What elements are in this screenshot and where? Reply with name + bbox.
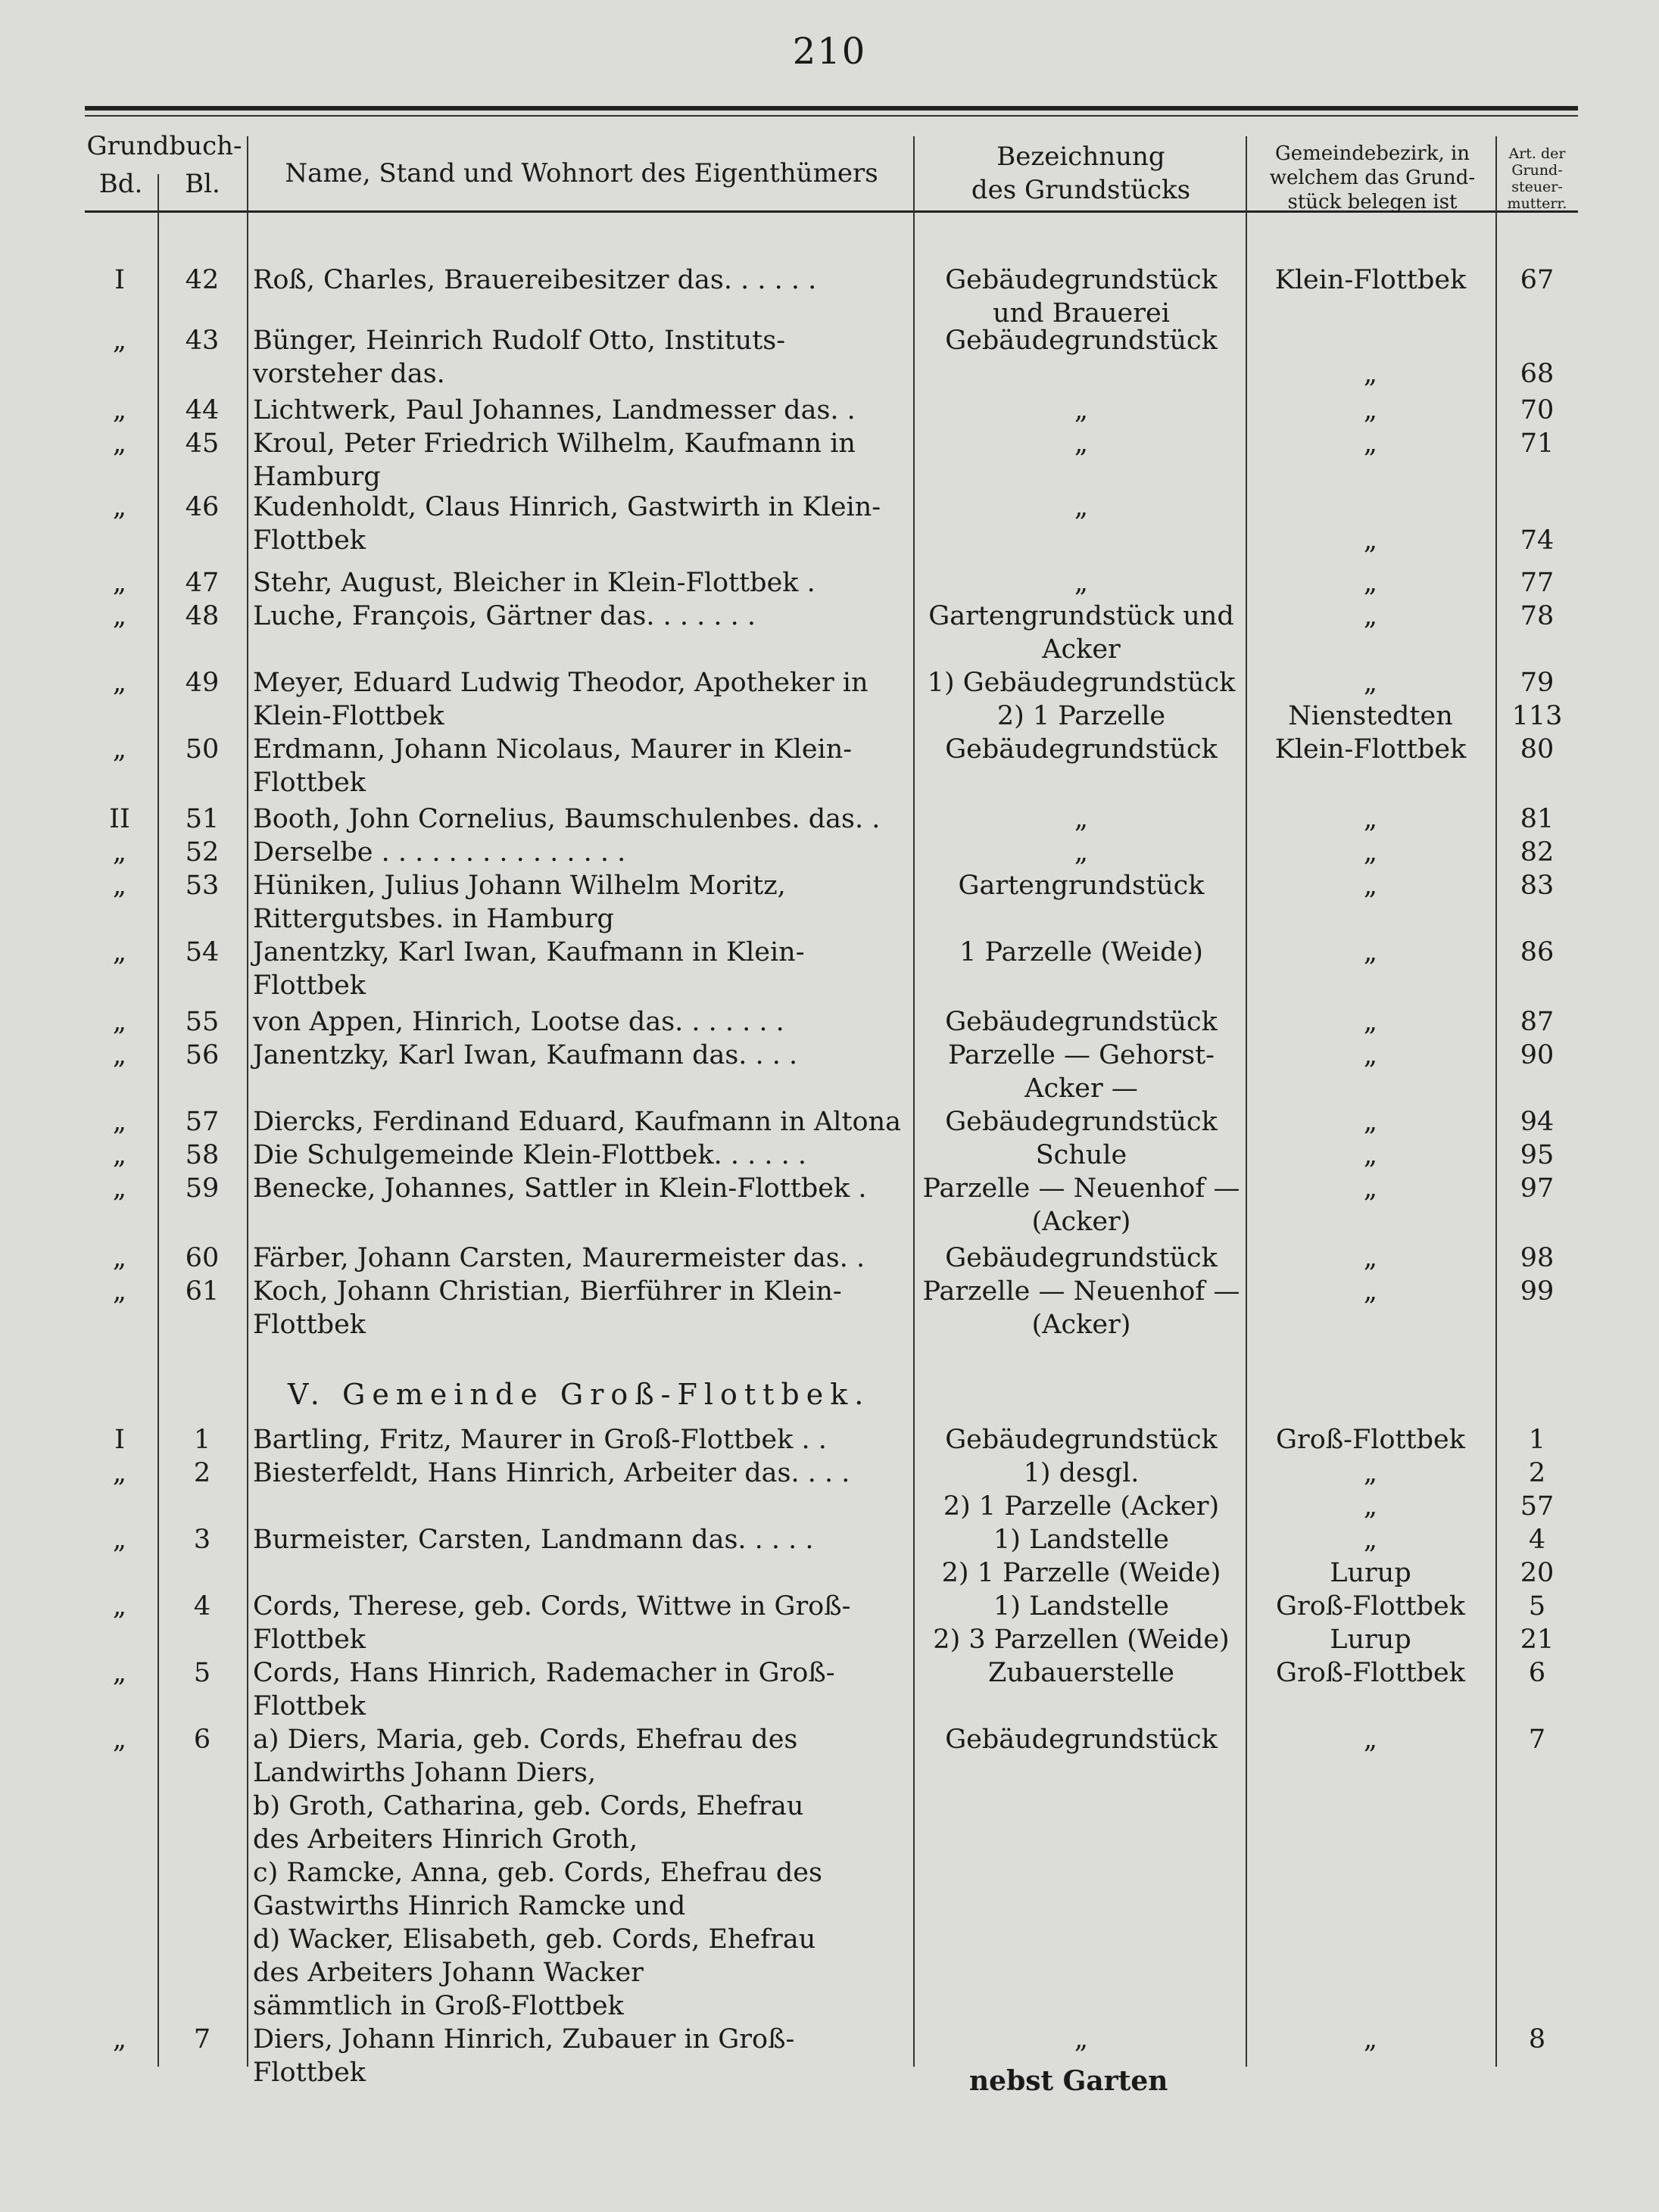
cell-bl: 51 [185, 804, 220, 834]
cell-name: Meyer, Eduard Ludwig Theodor, Apotheker in [253, 668, 868, 698]
cell-gem: „ [1363, 1243, 1378, 1273]
header-art-3: steuer- [1511, 179, 1563, 195]
header-art-2: Grund- [1511, 162, 1563, 179]
cell-bez: „ [1074, 804, 1089, 834]
cell-gem: „ [1363, 804, 1378, 834]
cell-art: 21 [1520, 1625, 1555, 1655]
cell-name: vorsteher das. [253, 359, 445, 389]
cell-bd: „ [112, 428, 127, 459]
cell-gem: „ [1363, 1276, 1378, 1307]
cell-bl: 53 [185, 871, 220, 901]
cell-art: 94 [1520, 1107, 1555, 1137]
cell-name: Diers, Johann Hinrich, Zubauer in Groß- [253, 2024, 795, 2055]
cell-bd: „ [112, 1724, 127, 1755]
cell-bez: Gebäudegrundstück [945, 1107, 1218, 1137]
cell-bd: „ [112, 326, 127, 356]
header-name: Name, Stand und Wohnort des Eigenthümers [285, 158, 878, 188]
header-bezeichnung-1: Bezeichnung [996, 142, 1165, 172]
cell-art: 78 [1520, 601, 1555, 631]
cell-name: Flottbek [253, 1625, 366, 1655]
cell-gem: Lurup [1330, 1625, 1411, 1655]
cell-art: 80 [1520, 734, 1555, 765]
cell-bl: 59 [185, 1173, 220, 1204]
cell-name: a) Diers, Maria, geb. Cords, Ehefrau des [253, 1724, 798, 1755]
cell-art: 20 [1520, 1558, 1555, 1588]
cell-art: 70 [1520, 395, 1555, 425]
cell-name: von Appen, Hinrich, Lootse das. . . . . . . [253, 1007, 784, 1037]
cell-gem: „ [1363, 871, 1378, 901]
cell-name: Koch, Johann Christian, Bierführer in Klein- [253, 1276, 842, 1307]
cell-name: Hüniken, Julius Johann Wilhelm Moritz, [253, 871, 786, 901]
cell-name: Flottbek [253, 768, 366, 798]
cell-bez: Gebäudegrundstück [945, 1007, 1218, 1037]
cell-art: 2 [1528, 1458, 1546, 1488]
cell-bd: „ [112, 1591, 127, 1622]
cell-art: 71 [1520, 428, 1555, 459]
cell-bl: 48 [185, 601, 220, 631]
cell-bl: 49 [185, 668, 220, 698]
cell-bd: II [109, 804, 130, 834]
cell-bd: I [114, 1425, 125, 1455]
cell-name: Flottbek [253, 525, 366, 556]
cell-art: 90 [1520, 1040, 1555, 1070]
cell-gem: „ [1363, 1140, 1378, 1170]
cell-name: Janentzky, Karl Iwan, Kaufmann das. . . . [253, 1040, 798, 1070]
cell-bez: Parzelle — Neuenhof — [922, 1173, 1240, 1204]
cell-bd: „ [112, 668, 127, 698]
cell-bd: „ [112, 1107, 127, 1137]
cell-bez: Gebäudegrundstück [945, 1724, 1218, 1755]
cell-gem: „ [1363, 937, 1378, 967]
cell-bl: 57 [185, 1107, 220, 1137]
cell-name: Gastwirths Hinrich Ramcke und [253, 1891, 686, 1921]
cell-bez: 1) Gebäudegrundstück [927, 668, 1236, 698]
cell-name: Klein-Flottbek [253, 701, 444, 731]
header-art-1: Art. der [1508, 145, 1566, 162]
cell-bl: 3 [193, 1525, 211, 1555]
cell-gem: „ [1363, 1107, 1378, 1137]
cell-name: Stehr, August, Bleicher in Klein-Flottbek . [253, 568, 815, 598]
cell-bez: Parzelle — Neuenhof — [922, 1276, 1240, 1307]
cell-name: Flottbek [253, 2058, 366, 2088]
cell-gem: Lurup [1330, 1558, 1411, 1588]
cell-bl: 54 [185, 937, 220, 967]
cell-name: Bünger, Heinrich Rudolf Otto, Instituts- [253, 326, 786, 356]
cell-name: Flottbek [253, 1691, 366, 1721]
cell-bez: Acker [1042, 634, 1121, 665]
cell-gem: „ [1363, 1173, 1378, 1204]
cell-bez: 1) desgl. [1023, 1458, 1140, 1488]
cell-gem: „ [1363, 601, 1378, 631]
cell-bez: „ [1074, 395, 1089, 425]
cell-gem: „ [1363, 1458, 1378, 1488]
header-gemeinde-3: stück belegen ist [1287, 191, 1458, 213]
cell-bez: „ [1074, 2024, 1089, 2055]
cell-bd: I [114, 265, 125, 295]
cell-art: 68 [1520, 359, 1555, 389]
cell-bl: 6 [193, 1724, 211, 1755]
cell-bd: „ [112, 1007, 127, 1037]
cell-bl: 52 [185, 837, 220, 868]
cell-name: Booth, John Cornelius, Baumschulenbes. das. . [253, 804, 881, 834]
column-line-bd-bl [157, 174, 159, 2067]
cell-name: Cords, Therese, geb. Cords, Wittwe in Groß- [253, 1591, 851, 1622]
cell-bez: Gartengrundstück [958, 871, 1205, 901]
cell-bl: 55 [185, 1007, 220, 1037]
cell-bl: 47 [185, 568, 220, 598]
cell-bez: Gebäudegrundstück [945, 1243, 1218, 1273]
cell-gem: „ [1363, 2024, 1378, 2055]
cell-art: 81 [1520, 804, 1555, 834]
cell-bl: 1 [193, 1425, 211, 1455]
footer-note: nebst Garten [969, 2065, 1168, 2097]
cell-art: 4 [1528, 1525, 1546, 1555]
cell-bl: 45 [185, 428, 220, 459]
page-number: 210 [792, 30, 867, 73]
cell-gem: Groß-Flottbek [1276, 1658, 1465, 1688]
cell-bez: und Brauerei [993, 298, 1170, 329]
cell-bd: „ [112, 1243, 127, 1273]
cell-bez: 1) Landstelle [993, 1591, 1169, 1622]
cell-bd: „ [112, 2024, 127, 2055]
cell-bl: 50 [185, 734, 220, 765]
cell-name: c) Ramcke, Anna, geb. Cords, Ehefrau des [253, 1858, 822, 1888]
cell-name: Hamburg [253, 462, 381, 492]
header-gemeinde-1: Gemeindebezirk, in [1274, 142, 1470, 165]
cell-art: 67 [1520, 265, 1555, 295]
cell-name: Cords, Hans Hinrich, Rademacher in Groß- [253, 1658, 835, 1688]
cell-name: Die Schulgemeinde Klein-Flottbek. . . . . . [253, 1140, 806, 1170]
cell-bez: 1) Landstelle [993, 1525, 1169, 1555]
cell-name: Landwirths Johann Diers, [253, 1758, 597, 1788]
cell-gem: „ [1363, 359, 1378, 389]
cell-bd: „ [112, 568, 127, 598]
cell-name: des Arbeiters Johann Wacker [253, 1958, 644, 1988]
cell-gem: „ [1363, 1040, 1378, 1070]
cell-bez: Acker — [1024, 1073, 1138, 1104]
cell-bd: „ [112, 871, 127, 901]
cell-name: des Arbeiters Hinrich Groth, [253, 1824, 638, 1855]
cell-bd: „ [112, 492, 127, 522]
cell-name: Roß, Charles, Brauereibesitzer das. . . . . . [253, 265, 817, 295]
cell-gem: Klein-Flottbek [1274, 734, 1467, 765]
cell-art: 87 [1520, 1007, 1555, 1037]
cell-gem: „ [1363, 568, 1378, 598]
cell-bl: 58 [185, 1140, 220, 1170]
cell-gem: „ [1363, 428, 1378, 459]
cell-gem: „ [1363, 1724, 1378, 1755]
cell-art: 57 [1520, 1491, 1555, 1522]
cell-gem: Groß-Flottbek [1276, 1425, 1465, 1455]
cell-name: Derselbe . . . . . . . . . . . . . . . [253, 837, 626, 868]
cell-bl: 43 [185, 326, 220, 356]
cell-bl: 56 [185, 1040, 220, 1070]
cell-art: 98 [1520, 1243, 1555, 1273]
cell-name: Luche, François, Gärtner das. . . . . . . [253, 601, 756, 631]
cell-art: 74 [1520, 525, 1555, 556]
cell-bd: „ [112, 1458, 127, 1488]
cell-bl: 4 [193, 1591, 211, 1622]
cell-art: 7 [1528, 1724, 1546, 1755]
cell-art: 82 [1520, 837, 1555, 868]
cell-bez: (Acker) [1031, 1310, 1131, 1340]
cell-bd: „ [112, 837, 127, 868]
cell-bez: 1 Parzelle (Weide) [959, 937, 1203, 967]
cell-bez: „ [1074, 492, 1089, 522]
cell-bez: Gebäudegrundstück [945, 1425, 1218, 1455]
section-title: V. Gemeinde Groß-Flottbek. [288, 1378, 871, 1411]
cell-name: Färber, Johann Carsten, Maurermeister das. . [253, 1243, 865, 1273]
cell-bd: „ [112, 1173, 127, 1204]
top-rule-thin [85, 115, 1578, 117]
cell-gem: „ [1363, 1491, 1378, 1522]
header-bd: Bd. [98, 169, 143, 199]
cell-art: 99 [1520, 1276, 1555, 1307]
cell-bd: „ [112, 1525, 127, 1555]
cell-gem: „ [1363, 1525, 1378, 1555]
cell-art: 83 [1520, 871, 1555, 901]
cell-bez: Gebäudegrundstück [945, 734, 1218, 765]
cell-bez: „ [1074, 837, 1089, 868]
cell-bez: 2) 3 Parzellen (Weide) [933, 1625, 1230, 1655]
cell-bd: „ [112, 1276, 127, 1307]
cell-bl: 46 [185, 492, 220, 522]
cell-name: Rittergutsbes. in Hamburg [253, 904, 614, 934]
cell-bd: „ [112, 395, 127, 425]
cell-name: Kudenholdt, Claus Hinrich, Gastwirth in Klein- [253, 492, 881, 522]
cell-art: 97 [1520, 1173, 1555, 1204]
cell-art: 86 [1520, 937, 1555, 967]
cell-art: 79 [1520, 668, 1555, 698]
cell-name: Lichtwerk, Paul Johannes, Landmesser das. . [253, 395, 856, 425]
cell-name: d) Wacker, Elisabeth, geb. Cords, Ehefrau [253, 1924, 816, 1955]
cell-name: Janentzky, Karl Iwan, Kaufmann in Klein- [253, 937, 805, 967]
header-grundbuch: Grundbuch- [86, 131, 242, 161]
cell-art: 113 [1511, 701, 1563, 731]
cell-gem: Groß-Flottbek [1276, 1591, 1465, 1622]
cell-art: 77 [1520, 568, 1555, 598]
cell-bez: „ [1074, 568, 1089, 598]
cell-art: 6 [1528, 1658, 1546, 1688]
cell-bd: „ [112, 937, 127, 967]
cell-name: sämmtlich in Groß-Flottbek [253, 1991, 624, 2021]
cell-bl: 44 [185, 395, 220, 425]
cell-bez: 2) 1 Parzelle (Weide) [941, 1558, 1221, 1588]
cell-name: Benecke, Johannes, Sattler in Klein-Flottbek . [253, 1173, 867, 1204]
cell-gem: „ [1363, 1007, 1378, 1037]
cell-name: Bartling, Fritz, Maurer in Groß-Flottbek . . [253, 1425, 827, 1455]
cell-bez: Gebäudegrundstück [945, 326, 1218, 356]
cell-gem: „ [1363, 837, 1378, 868]
cell-bd: „ [112, 1140, 127, 1170]
cell-art: 8 [1528, 2024, 1546, 2055]
cell-bl: 7 [193, 2024, 211, 2055]
cell-bez: 2) 1 Parzelle [996, 701, 1166, 731]
cell-bez: Gartengrundstück und [928, 601, 1234, 631]
cell-art: 95 [1520, 1140, 1555, 1170]
cell-bez: 2) 1 Parzelle (Acker) [943, 1491, 1220, 1522]
cell-bez: Gebäudegrundstück [945, 265, 1218, 295]
cell-bd: „ [112, 1658, 127, 1688]
header-gemeinde-2: welchem das Grund- [1269, 167, 1476, 189]
cell-name: Burmeister, Carsten, Landmann das. . . . . [253, 1525, 814, 1555]
cell-gem: „ [1363, 395, 1378, 425]
cell-bez: (Acker) [1031, 1207, 1131, 1237]
header-bezeichnung-2: des Grundstücks [971, 175, 1191, 205]
cell-gem: „ [1363, 525, 1378, 556]
header-art-4: mutterr. [1507, 195, 1567, 212]
cell-bl: 60 [185, 1243, 220, 1273]
cell-gem: „ [1363, 668, 1378, 698]
cell-art: 5 [1528, 1591, 1546, 1622]
cell-art: 1 [1528, 1425, 1546, 1455]
cell-bez: Schule [1035, 1140, 1127, 1170]
cell-bl: 5 [193, 1658, 211, 1688]
cell-name: b) Groth, Catharina, geb. Cords, Ehefrau [253, 1791, 804, 1821]
cell-bez: Zubauerstelle [988, 1658, 1174, 1688]
cell-gem: Nienstedten [1288, 701, 1453, 731]
cell-gem: Klein-Flottbek [1274, 265, 1467, 295]
cell-bez: „ [1074, 428, 1089, 459]
cell-bl: 42 [185, 265, 220, 295]
cell-bd: „ [112, 601, 127, 631]
header-bl: Bl. [185, 169, 220, 199]
cell-name: Flottbek [253, 1310, 366, 1340]
cell-name: Kroul, Peter Friedrich Wilhelm, Kaufmann in [253, 428, 856, 459]
cell-bd: „ [112, 734, 127, 765]
cell-bl: 2 [193, 1458, 211, 1488]
cell-bl: 61 [185, 1276, 220, 1307]
cell-bd: „ [112, 1040, 127, 1070]
cell-name: Diercks, Ferdinand Eduard, Kaufmann in Altona [253, 1107, 902, 1137]
cell-name: Flottbek [253, 970, 366, 1001]
top-rule [85, 106, 1578, 111]
cell-name: Erdmann, Johann Nicolaus, Maurer in Klein- [253, 734, 853, 765]
cell-name: Biesterfeldt, Hans Hinrich, Arbeiter das. . . . [253, 1458, 850, 1488]
cell-bez: Parzelle — Gehorst- [948, 1040, 1215, 1070]
column-line-bl-name [247, 136, 248, 2067]
